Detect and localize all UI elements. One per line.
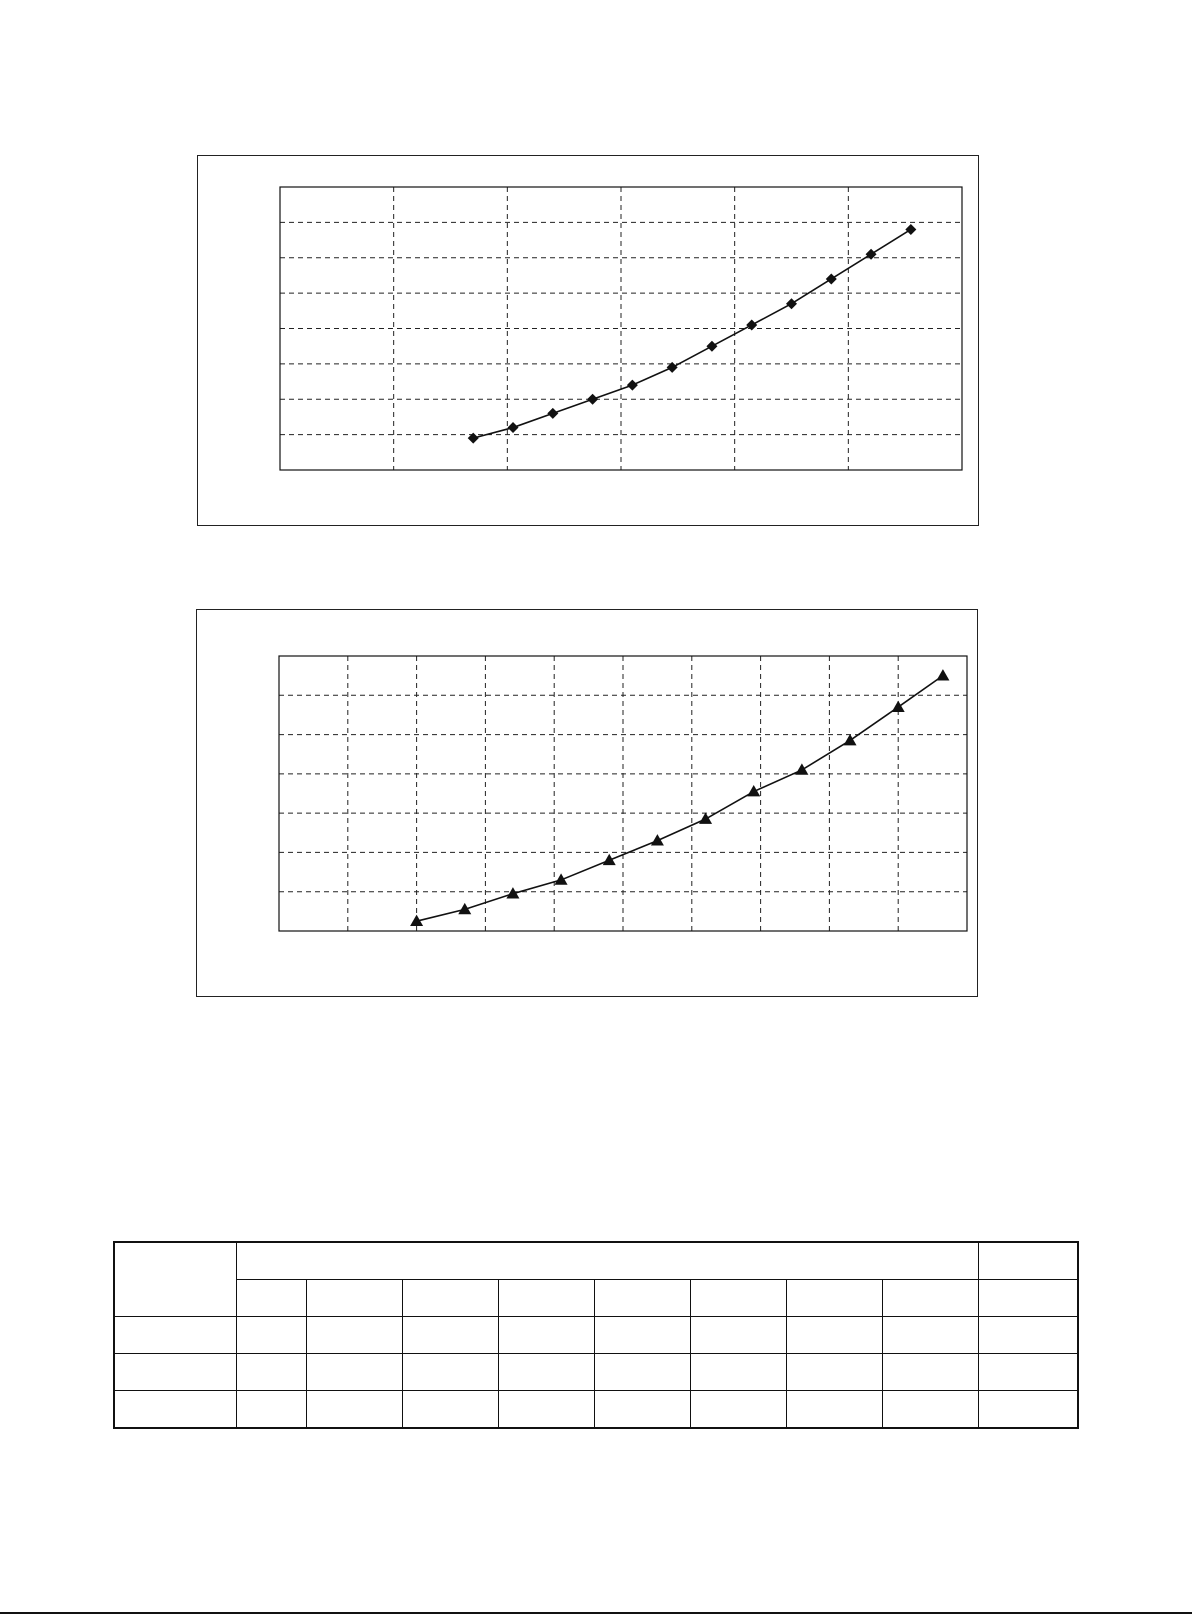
data-point-diamond — [587, 394, 598, 405]
table-cell — [690, 1317, 786, 1354]
series-line — [417, 676, 943, 922]
data-point-diamond — [706, 341, 717, 352]
table-row — [114, 1354, 1078, 1391]
table-subheader-cell — [978, 1280, 1078, 1317]
table-cell — [236, 1317, 306, 1354]
data-point-triangle — [603, 854, 616, 865]
table-subheader-cell — [882, 1280, 978, 1317]
table-subheader-row — [114, 1280, 1078, 1317]
data-point-triangle — [651, 834, 664, 845]
table-subheader-cell — [690, 1280, 786, 1317]
data-point-triangle — [747, 785, 760, 796]
table-cell — [402, 1354, 498, 1391]
table-cell — [402, 1317, 498, 1354]
table-cell — [882, 1317, 978, 1354]
data-point-triangle — [936, 669, 949, 680]
chart-1-frame — [197, 155, 979, 526]
chart-1 — [198, 156, 980, 527]
table-cell — [594, 1354, 690, 1391]
table-subheader-cell — [236, 1280, 306, 1317]
table-row — [114, 1317, 1078, 1354]
data-table — [113, 1241, 1079, 1429]
table-cell — [978, 1391, 1078, 1429]
table-cell — [594, 1317, 690, 1354]
table-cell — [306, 1317, 402, 1354]
chart-2 — [197, 610, 979, 998]
table-cell — [114, 1354, 236, 1391]
table-cell — [498, 1391, 594, 1429]
table-cell — [236, 1391, 306, 1429]
data-point-triangle — [699, 813, 712, 824]
table-cell — [306, 1391, 402, 1429]
data-point-triangle — [555, 873, 568, 884]
data-point-triangle — [844, 734, 857, 745]
table-cell — [786, 1317, 882, 1354]
table-cell — [402, 1391, 498, 1429]
data-point-diamond — [905, 224, 916, 235]
table-header-row — [114, 1242, 1078, 1280]
table-header-span-cell — [236, 1242, 978, 1280]
data-point-diamond — [627, 380, 638, 391]
table-header-corner-cell — [114, 1242, 236, 1317]
table-row — [114, 1391, 1078, 1429]
table-subheader-cell — [306, 1280, 402, 1317]
table-cell — [114, 1391, 236, 1429]
table-header-last-cell — [978, 1242, 1078, 1280]
data-point-diamond — [826, 273, 837, 284]
table-subheader-cell — [498, 1280, 594, 1317]
table-cell — [690, 1354, 786, 1391]
table-cell — [498, 1317, 594, 1354]
data-point-triangle — [892, 701, 905, 712]
data-point-diamond — [746, 319, 757, 330]
table-cell — [306, 1354, 402, 1391]
table-cell — [236, 1354, 306, 1391]
table-cell — [786, 1391, 882, 1429]
table-subheader-cell — [786, 1280, 882, 1317]
data-point-diamond — [547, 408, 558, 419]
table-subheader-cell — [402, 1280, 498, 1317]
table-cell — [690, 1391, 786, 1429]
table-subheader-cell — [594, 1280, 690, 1317]
data-point-triangle — [795, 763, 808, 774]
table-cell — [498, 1354, 594, 1391]
table-cell — [114, 1317, 236, 1354]
table-cell — [594, 1391, 690, 1429]
data-point-diamond — [786, 298, 797, 309]
chart-2-frame — [196, 609, 978, 997]
table-cell — [882, 1354, 978, 1391]
series-line — [473, 229, 911, 438]
table-cell — [978, 1354, 1078, 1391]
page-bottom-rule — [0, 1612, 1192, 1614]
table-cell — [882, 1391, 978, 1429]
table-cell — [786, 1354, 882, 1391]
data-point-diamond — [508, 422, 519, 433]
table-cell — [978, 1317, 1078, 1354]
